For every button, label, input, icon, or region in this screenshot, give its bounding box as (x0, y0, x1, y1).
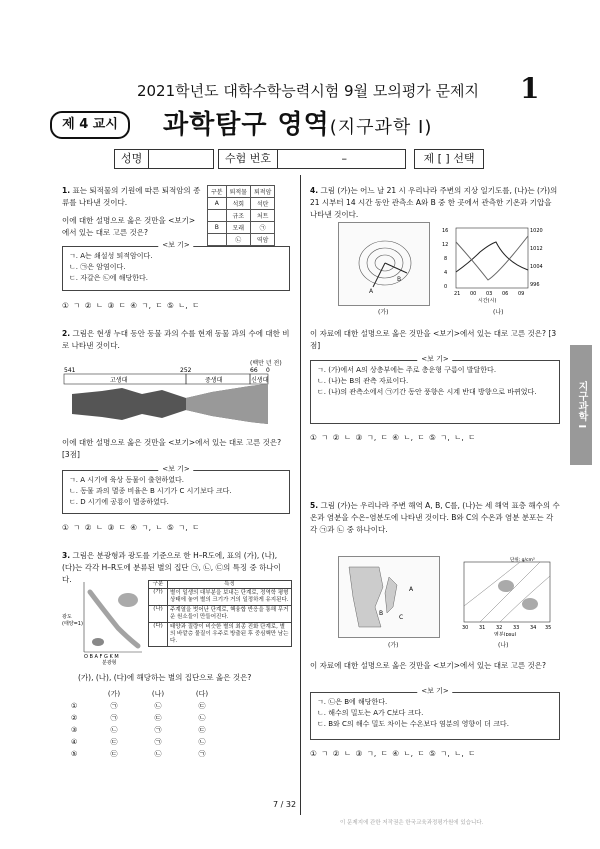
answer-row[interactable] (70, 736, 224, 748)
answer-cell: ㉡ (110, 726, 118, 734)
table-header: 구분 (149, 581, 168, 588)
select-bracket: [ ] (437, 152, 450, 165)
answer-cell: ② (71, 714, 78, 722)
q5-sea-map (338, 556, 440, 638)
table-cell: (가) (149, 589, 168, 605)
footer-page-indicator: 7 / 32 (273, 800, 297, 809)
x-tick: 33 (513, 625, 520, 631)
table-cell: 석탄 (250, 198, 274, 210)
option-item: ㄷ. B와 C의 해수 밀도 차이는 수온보다 염분의 영향이 더 크다. (317, 720, 509, 728)
answer-cell: ㉢ (154, 714, 162, 722)
q5-stem: 그림 (가)는 우리나라 주변 해역 A, B, C를, (나)는 세 해역 표층 해수의 수온과 염분을 수온–염분도에 나타낸 것이다. B와 C의 수온과 염분 분포는 각각 ㉠과 ㉡ 중 하나이다. (310, 501, 560, 534)
answer-cell: ㉠ (110, 714, 118, 722)
table-header: 퇴적암 (250, 186, 274, 198)
q1-table (207, 185, 275, 246)
answer-header: (가) (107, 690, 121, 698)
svg-text:C: C (399, 614, 404, 621)
name-field[interactable] (114, 149, 214, 169)
option-item: ㄷ. D 시기에 공룡이 멸종하였다. (69, 498, 169, 506)
table-cell: (다) (149, 623, 168, 646)
x-tick: 32 (496, 625, 503, 631)
exam-number-dash: – (341, 152, 348, 165)
option-item: ㄴ. ㉠은 암염이다. (69, 263, 126, 271)
table-cell: ㉡ (226, 234, 250, 246)
q2-stem: 그림은 현생 누대 동안 동물 과의 수를 현재 동물 과의 수에 대한 비로 나타낸 것이다. (62, 329, 290, 350)
answer-cell: ㉢ (110, 750, 118, 758)
q4-options-box (310, 355, 560, 424)
q2-choices[interactable]: ① ㄱ ② ㄴ ③ ㄷ ④ ㄱ, ㄴ ⑤ ㄱ, ㄷ (62, 523, 200, 532)
q4-graph-caption: (나) (493, 309, 504, 316)
y-tick: 4 (444, 270, 448, 276)
x-tick: 09 (518, 291, 525, 297)
q5-graph-caption: (나) (498, 642, 509, 649)
answer-cell: ㉡ (154, 702, 162, 710)
answer-cell: ⑤ (71, 750, 78, 758)
svg-text:B: B (397, 276, 402, 283)
q5-number: 5. (310, 501, 319, 510)
table-cell: 별이 일생의 대부분을 보내는 단계로, 정역학 평형 상태에 놓여 별의 크기가 거의 일정하게 유지된다. (170, 590, 289, 603)
water-mass-1 (498, 580, 514, 592)
korean-peninsula (385, 577, 397, 613)
y-axis-label: 광도 (62, 614, 72, 620)
exam-number-field[interactable] (218, 149, 406, 169)
page-number: 1 (520, 72, 540, 105)
table-cell: 석회 (226, 198, 250, 210)
sea-map-svg (339, 557, 439, 637)
q2-figure (62, 364, 292, 434)
q3-number: 3. (62, 551, 71, 560)
option-item: ㄱ. A 시기에 육상 동물이 출현하였다. (69, 476, 185, 484)
q1-options-box (62, 241, 290, 291)
q4-choices[interactable]: ① ㄱ ② ㄴ ③ ㄱ, ㄷ ④ ㄴ, ㄷ ⑤ ㄱ, ㄴ, ㄷ (310, 433, 476, 442)
answer-row[interactable] (70, 700, 224, 712)
option-item: ㄴ. (나)는 B의 관측 자료이다. (317, 377, 409, 385)
answer-row[interactable] (70, 748, 224, 760)
option-item: ㄴ. 동물 과의 멸종 비율은 B 시기가 C 시기보다 크다. (69, 487, 232, 495)
q5-question: 이 자료에 대한 설명으로 옳은 것만을 <보기>에서 있는 대로 고른 것은? (310, 661, 547, 670)
y-axis-note: (태양=1) (62, 621, 83, 627)
q3-stem: 그림은 분광형과 광도를 기준으로 한 H–R도에, 표의 (가), (나), (다)는 각각 H–R도에 분류된 별의 집단 ㉠, ㉡, ㉢의 특징 중 하나이다. (62, 551, 281, 584)
option-item: ㄱ. ㉡은 B에 해당한다. (317, 698, 388, 706)
answer-cell: ㉠ (198, 750, 206, 758)
timeline-label: 541 (64, 367, 76, 374)
footer-total: 32 (285, 800, 297, 809)
table-cell: ㉠ (250, 222, 274, 234)
y2-tick: 1020 (530, 228, 543, 234)
exam-number-label: 수험 번호 (219, 150, 278, 168)
q1-stem: 표는 퇴적물의 기원에 따른 퇴적암의 종류를 나타낸 것이다. (62, 186, 201, 207)
y-tick: 8 (444, 256, 448, 262)
answer-cell: ㉡ (154, 750, 162, 758)
side-subject-tab: 지구과학 I (570, 345, 592, 465)
family-ratio-band-recent (186, 384, 268, 424)
subject-sub: (지구과학 I) (329, 117, 433, 138)
y-tick: 0 (444, 284, 448, 290)
temp-pressure-graph (440, 222, 552, 304)
era-label: 신생대 (251, 377, 269, 384)
table-cell: 규조 (226, 210, 250, 222)
x-axis-label: 분광형 (102, 660, 117, 666)
subject-main: 과학탐구 영역 (163, 110, 330, 140)
q3-answer-table (70, 688, 224, 760)
q4-weather-map (338, 222, 430, 306)
answer-cell: ④ (71, 738, 78, 746)
x-axis-label: 시간(시) (478, 298, 497, 304)
svg-text:A: A (369, 288, 374, 295)
column-divider (300, 175, 301, 815)
table-cell (208, 234, 227, 246)
giant-group (118, 593, 138, 607)
hr-diagram-svg (62, 578, 144, 666)
era-label: 중생대 (205, 377, 223, 384)
copyright-note: 이 문제지에 관한 저작권은 한국교육과정평가원에 있습니다. (340, 820, 484, 826)
x-tick: 30 (462, 625, 469, 631)
x-tick: 31 (479, 625, 486, 631)
q5-text (310, 500, 560, 536)
select-prefix: 제 (423, 152, 435, 165)
answer-cell: ㉢ (110, 738, 118, 746)
q4-number: 4. (310, 186, 319, 195)
q2-question: 이에 대한 설명으로 옳은 것만을 <보기>에서 있는 대로 고른 것은? [3점] (62, 438, 282, 459)
q2-diagram (62, 364, 292, 434)
answer-header: (나) (151, 690, 165, 698)
box-title: <보 기> (158, 464, 193, 475)
x-tick: 00 (470, 291, 477, 297)
answer-cell: ㉠ (154, 738, 162, 746)
answer-cell: ㉢ (198, 726, 206, 734)
subject-title (163, 104, 432, 141)
y-tick: 12 (442, 242, 449, 248)
table-cell (208, 210, 227, 222)
timeline-label: 66 (250, 367, 258, 374)
table-header: 퇴적물 (226, 186, 250, 198)
svg-text:A: A (409, 586, 414, 593)
box-title: <보 기> (417, 686, 452, 697)
q1-question: 이에 대한 설명으로 옳은 것만을 <보기>에서 있는 대로 고른 것은? (62, 216, 196, 237)
option-item: ㄷ. (나)의 관측소에서 ㉠기간 동안 풍향은 시계 반대 방향으로 바뀌었다. (317, 388, 537, 396)
table-cell: A (208, 198, 227, 210)
table-cell: 태양과 질량이 비슷한 별의 최종 진화 단계로, 별의 바깥층 물질이 우주로 방출된 후 중심핵만 남는다. (170, 624, 289, 644)
footer-page: 7 (273, 800, 279, 809)
era-label: 고생대 (110, 377, 128, 384)
q1-choices[interactable]: ① ㄱ ② ㄴ ③ ㄷ ④ ㄱ, ㄷ ⑤ ㄴ, ㄷ (62, 301, 200, 310)
x-tick: 34 (530, 625, 537, 631)
x-axis-ticks: O B A F G K M (84, 654, 119, 660)
answer-cell: ㉠ (110, 702, 118, 710)
graph-unit: 단위: g/cm³ (510, 558, 535, 563)
pressure-line (456, 236, 528, 280)
box-title: <보 기> (158, 240, 193, 251)
q2-fig-note: (백만 년 전) (250, 360, 282, 367)
q5-options-box (310, 687, 560, 740)
table-cell: (나) (149, 606, 168, 622)
option-item: ㄱ. (가)에서 A의 상층부에는 주로 층운형 구름이 발달한다. (317, 366, 497, 374)
x-axis-label: 염분(psu) (494, 632, 517, 636)
q1-text (62, 185, 202, 239)
table-cell: B (208, 222, 227, 234)
q3-question: (가), (나), (다)에 해당하는 별의 집단으로 옳은 것은? (78, 673, 252, 682)
temperature-line (456, 242, 528, 272)
box-title: <보 기> (417, 354, 452, 365)
x-tick: 03 (486, 291, 493, 297)
option-item: ㄷ. 자갈은 ㉡에 해당한다. (69, 274, 148, 282)
answer-cell: ③ (71, 726, 78, 734)
y2-tick: 1004 (530, 264, 543, 270)
q4-text (310, 185, 560, 221)
table-header: 구분 (208, 186, 227, 198)
table-cell: 주계열을 벗어난 단계로, 핵융합 반응을 통해 무거운 원소들이 만들어진다. (170, 607, 289, 620)
select-suffix: 선택 (453, 152, 475, 165)
q2-options-box (62, 465, 290, 514)
y2-tick: 996 (530, 282, 540, 288)
x-tick: 06 (502, 291, 509, 297)
q4-question: 이 자료에 대한 설명으로 옳은 것만을 <보기>에서 있는 대로 고른 것은? [3점] (310, 329, 557, 350)
timeline-label: 252 (180, 367, 192, 374)
q4-map-caption: (가) (378, 309, 389, 316)
subject-select-field[interactable] (414, 149, 484, 169)
q5-ts-diagram (450, 556, 555, 636)
answer-header: (다) (195, 690, 209, 698)
q5-choices[interactable]: ① ㄱ ② ㄴ ③ ㄱ, ㄷ ④ ㄴ, ㄷ ⑤ ㄱ, ㄴ, ㄷ (310, 749, 476, 758)
q4-graph (440, 222, 552, 304)
x-tick: 35 (545, 625, 552, 631)
y2-tick: 1012 (530, 246, 543, 252)
q5-map-caption: (가) (388, 642, 399, 649)
name-label: 성명 (115, 150, 149, 168)
answer-cell: ㉡ (198, 714, 206, 722)
svg-text:B: B (379, 610, 384, 617)
q2-text (62, 328, 290, 352)
answer-cell: ㉠ (154, 726, 162, 734)
answer-cell: ① (71, 702, 78, 710)
q3-hr-diagram (62, 578, 144, 666)
option-item: ㄱ. A는 쇄설성 퇴적암이다. (69, 252, 153, 260)
answer-row[interactable] (70, 724, 224, 736)
exam-title: 2021학년도 대학수학능력시험 9월 모의평가 문제지 (136, 82, 480, 100)
answer-cell: ㉢ (198, 702, 206, 710)
q3-table (148, 580, 292, 647)
answer-cell: ㉡ (198, 738, 206, 746)
weather-map-svg (339, 223, 429, 305)
q1-number: 1. (62, 186, 71, 195)
warm-front (385, 263, 407, 273)
cold-front (373, 263, 385, 287)
landmass (349, 567, 383, 627)
table-cell: 모래 (226, 222, 250, 234)
table-cell: 역암 (250, 234, 274, 246)
period-badge: 제 4 교시 (50, 111, 130, 139)
q4-stem: 그림 (가)는 어느 날 21 시 우리나라 주변의 지상 일기도를, (나)는 (가)의 21 시부터 14 시간 동안 관측소 A와 B 중 한 곳에서 관측한 기온과 기압을 나타낸 것이다. (310, 186, 558, 219)
y-tick: 16 (442, 228, 449, 234)
water-mass-2 (522, 598, 538, 610)
q2-number: 2. (62, 329, 71, 338)
table-header: 특징 (224, 581, 235, 587)
white-dwarf-group (92, 638, 104, 646)
option-item: ㄴ. 해수의 밀도는 A가 C보다 크다. (317, 709, 424, 717)
timeline-label: 0 (266, 367, 270, 374)
table-cell: 처트 (250, 210, 274, 222)
answer-row[interactable] (70, 712, 224, 724)
ts-diagram-svg (450, 556, 555, 636)
x-tick: 21 (454, 291, 461, 297)
